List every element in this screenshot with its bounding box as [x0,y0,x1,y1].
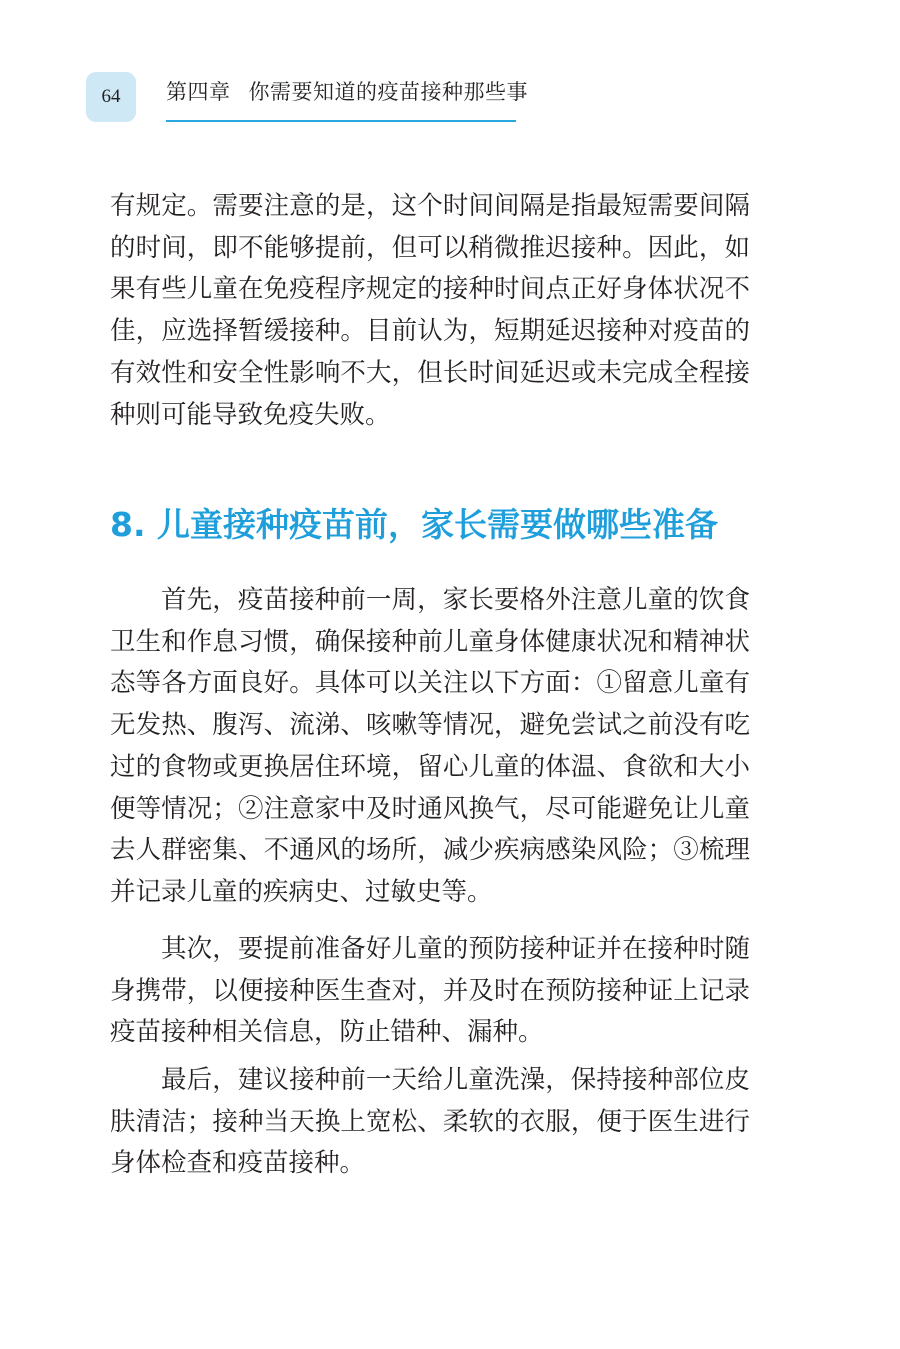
running-header [166,76,528,106]
chapter-title: 你需要知道的疫苗接种那些事 [248,80,528,104]
header-divider [166,120,516,122]
section-heading: 8. 儿童接种疫苗前，家长需要做哪些准备 [110,505,718,544]
paragraph-second: 其次，要提前准备好儿童的预防接种证并在接种时随身携带，以便接种医生查对，并及时在预防接种证上记录疫苗接种相关信息，防止错种、漏种。 [110,934,750,1048]
intro-paragraph: 有规定。需要注意的是，这个时间间隔是指最短需要间隔的时间，即不能够提前，但可以稍微推迟接种。因此，如果有些儿童在免疫程序规定的接种时间点正好身体状况不佳，应选择暂缓接种。目前认为，短期延迟接种对疫苗的有效性和安全性影响不大，但长时间延迟或未完成全程接种则可能导致免疫失败。 [110,191,750,430]
paragraph-third: 最后，建议接种前一天给儿童洗澡，保持接种部位皮肤清洁；接种当天换上宽松、柔软的衣服，便于医生进行身体检查和疫苗接种。 [110,1065,750,1179]
chapter-number: 第四章 [166,80,231,104]
page-number: 64 [101,86,121,107]
page-number-badge [86,72,136,122]
paragraph-first: 首先，疫苗接种前一周，家长要格外注意儿童的饮食卫生和作息习惯，确保接种前儿童身体健康状况和精神状态等各方面良好。具体可以关注以下方面：①留意儿童有无发热、腹泻、流涕、咳嗽等情况，避免尝试之前没有吃过的食物或更换居住环境，留心儿童的体温、食欲和大小便等情况；②注意家中及时通风换气，尽可能避免让儿童去人群密集、不通风的场所，减少疾病感染风险；③梳理并记录儿童的疾病史、过敏史等。 [110,585,750,907]
